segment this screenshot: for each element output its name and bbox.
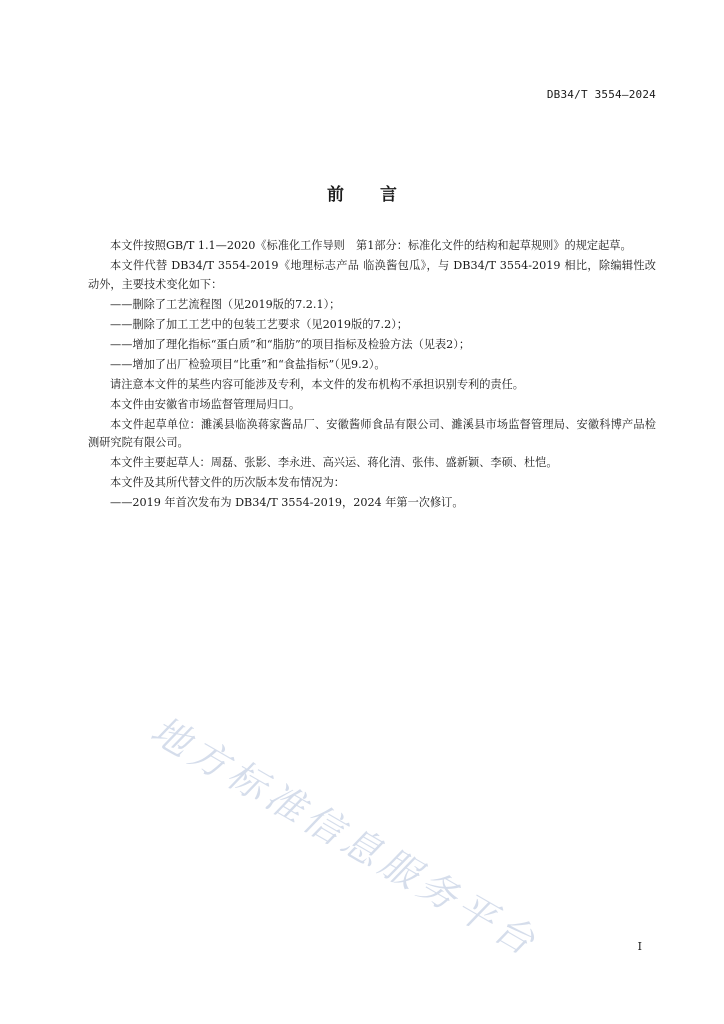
paragraph-history-intro: 本文件及其所代替文件的历次版本发布情况为：: [110, 476, 345, 489]
foreword-body: [88, 237, 656, 514]
paragraph-drafters: 本文件主要起草人：周磊、张影、李永进、高兴运、蒋化清、张伟、盛新颖、李硕、杜恺。: [110, 456, 558, 469]
paragraph-drafting-units: 本文件起草单位：濉溪县临涣蒋家酱品厂、安徽酱师食品有限公司、濉溪县市场监督管理局、安徽科博产品检测研究院有限公司。: [88, 417, 656, 449]
page-number: I: [637, 940, 642, 953]
change-item: ——删除了加工工艺中的包装工艺要求（见2019版的7.2）；: [110, 317, 408, 331]
document-code: DB34/T 3554—2024: [546, 88, 656, 101]
history-item: ——2019 年首次发布为 DB34/T 3554-2019，2024 年第一次修订。: [110, 496, 464, 509]
paragraph-patent-notice: 请注意本文件的某些内容可能涉及专利，本文件的发布机构不承担识别专利的责任。: [110, 377, 524, 391]
page-title: 前言: [327, 185, 433, 205]
paragraph-authority: 本文件由安徽省市场监督管理局归口。: [110, 397, 301, 411]
change-item: ——增加了理化指标“蛋白质”和“脂肪”的项目指标及检验方法（见表2）；: [110, 337, 471, 351]
change-item: ——增加了出厂检验项目“比重”和“食盐指标”（见9.2）。: [110, 357, 386, 371]
paragraph-replacement: 本文件代替 DB34/T 3554-2019《地理标志产品 临涣酱包瓜》，与 DB34/T 3554-2019 相比，除编辑性改动外，主要技术变化如下：: [88, 259, 656, 291]
paragraph-drafting-rules: 本文件按照GB/T 1.1—2020《标准化工作导则 第1部分：标准化文件的结构和起草规则》的规定起草。: [110, 239, 632, 252]
watermark: 地方标准信息服务平台: [143, 707, 547, 966]
change-item: ——删除了工艺流程图（见2019版的7.2.1）；: [110, 297, 341, 311]
